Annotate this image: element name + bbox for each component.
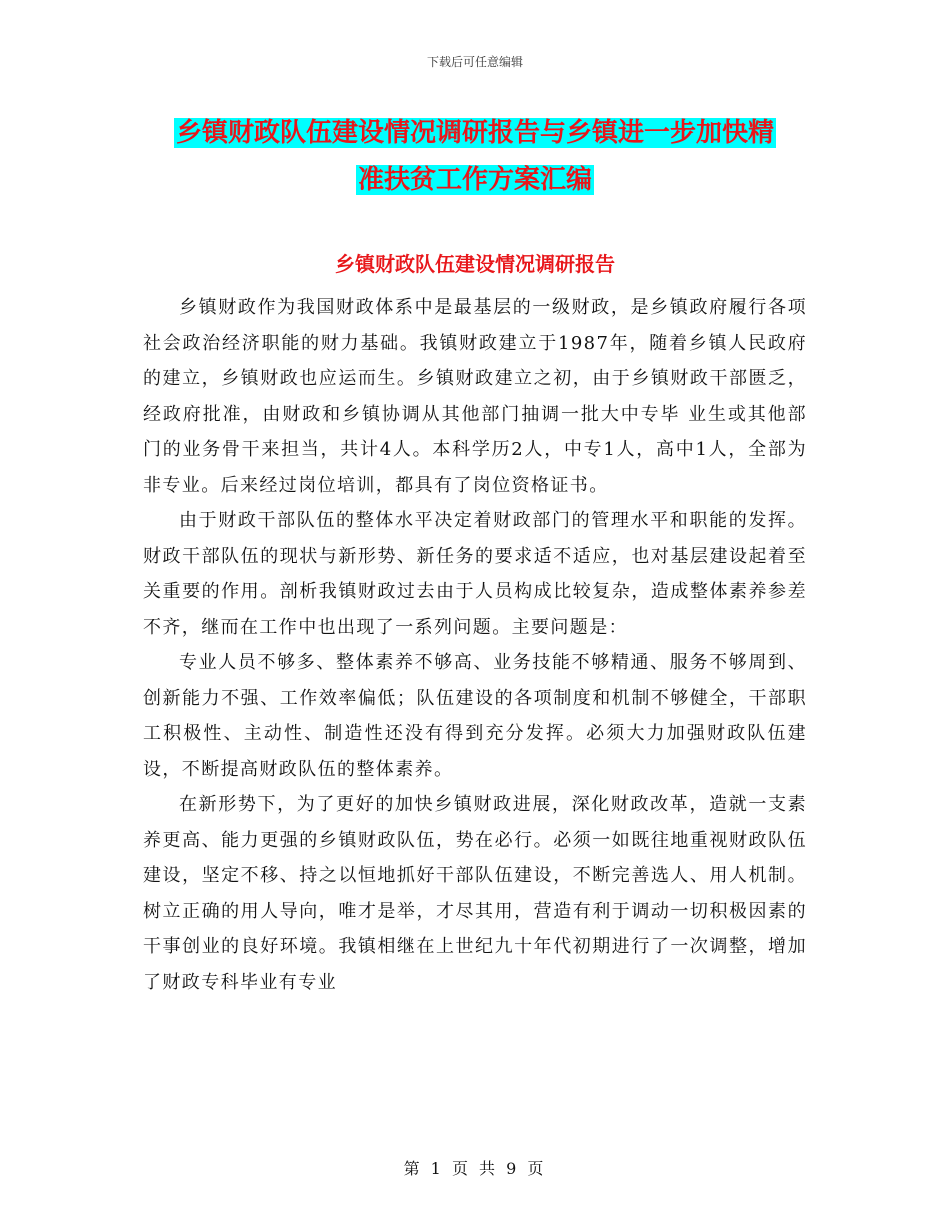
- document-body: [143, 290, 807, 1000]
- title-line-1: 乡镇财政队伍建设情况调研报告与乡镇进一步加快精: [175, 118, 774, 148]
- paragraph-2: 由于财政干部队伍的整体水平决定着财政部门的管理水平和职能的发挥。财政干部队伍的现状与新形势、新任务的要求适不适应，也对基层建设起着至关重要的作用。剖析我镇财政过去由于人员构成比较复杂，造成整体素养参差不齐，继而在工作中也出现了一系列问题。主要问题是：: [143, 510, 807, 638]
- document-title: [130, 110, 820, 204]
- title-line-2: 准扶贫工作方案汇编: [357, 165, 592, 195]
- paragraph-1: 乡镇财政作为我国财政体系中是最基层的一级财政，是乡镇政府履行各项社会政治经济职能的财力基础。我镇财政建立于1987年，随着乡镇人民政府的建立，乡镇财政也应运而生。乡镇财政建立之初，由于乡镇财政干部匮乏，经政府批准，由财政和乡镇协调从其他部门抽调一批大中专毕 业生或其他部门的业务骨干来担当，共计4人。本科学历2人，中专1人，高中1人，全部为非专业。后来经过岗位培训，都具有了岗位资格证书。: [143, 297, 807, 496]
- header-note: 下载后可任意编辑: [426, 55, 523, 69]
- paragraph-4: 在新形势下，为了更好的加快乡镇财政进展，深化财政改革，造就一支素养更高、能力更强的乡镇财政队伍，势在必行。必须一如既往地重视财政队伍建设，坚定不移、持之以恒地抓好干部队伍建设，不断完善选人、用人机制。树立正确的用人导向，唯才是举，才尽其用，营造有利于调动一切积极因素的干事创业的良好环境。我镇相继在上世纪九十年代初期进行了一次调整，增加了财政专科毕业有专业: [143, 794, 807, 993]
- paragraph-3: 专业人员不够多、整体素养不够高、业务技能不够精通、服务不够周到、创新能力不强、工作效率偏低；队伍建设的各项制度和机制不够健全，干部职工积极性、主动性、制造性还没有得到充分发挥。必须大力加强财政队伍建设，不断提高财政队伍的整体素养。: [143, 652, 807, 780]
- page-footer: 第 1 页 共 9 页: [403, 1159, 547, 1178]
- section-title: 乡镇财政队伍建设情况调研报告: [335, 252, 615, 276]
